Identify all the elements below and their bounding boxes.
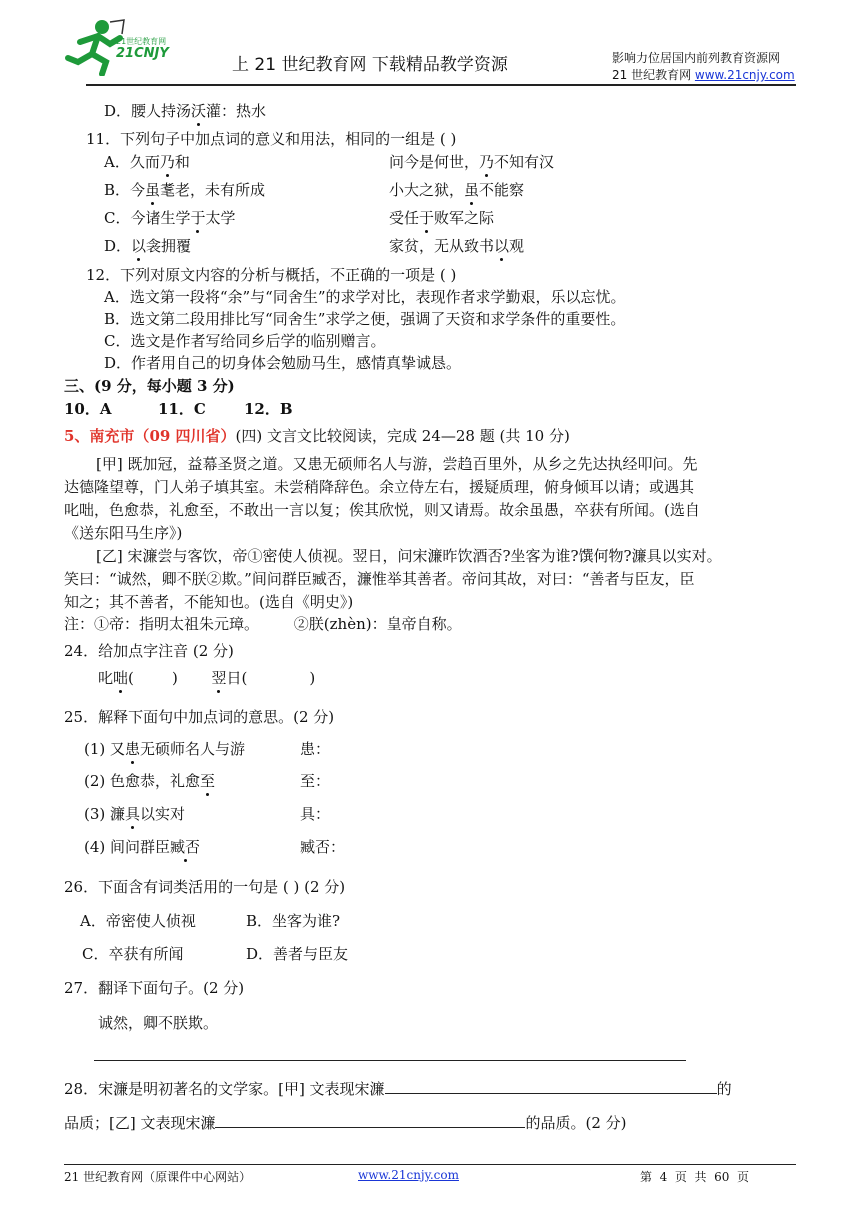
header-right-line2 (612, 66, 795, 83)
q28-blank-2[interactable] (215, 1112, 525, 1128)
footer-site-link[interactable]: www.21cnjy.com (358, 1168, 459, 1182)
q11-option-c-left: C．今诸生学于太学 (104, 209, 236, 227)
header-rule (86, 84, 796, 86)
logo-top-text: 21世纪教育网 (116, 37, 167, 46)
q25-stem: 25．解释下面句中加点词的意思。(2 分) (64, 708, 335, 726)
q25-item-1: (1) 又患无硕师名人与游 (84, 740, 246, 758)
q26-option-a[interactable]: A．帝密使人侦视 (80, 912, 196, 930)
q28-line-2: 品质；[乙] 文表现宋濂 的品质。(2 分) (64, 1114, 627, 1132)
q12-option-b: B．选文第二段用排比写“同舍生”求学之便，强调了天资和求学条件的重要性。 (104, 310, 626, 328)
q25-item-4: (4) 间问群臣臧否 (84, 838, 201, 856)
header-right-prefix: 21 世纪教育网 (612, 68, 695, 82)
section-5-heading (64, 425, 570, 446)
q12-option-d: D．作者用自己的切身体会勉励马生，感情真挚诚恳。 (104, 354, 462, 372)
q27-stem: 27．翻译下面句子。(2 分) (64, 979, 245, 997)
q11-option-c-right: 受任于败军之际 (389, 209, 495, 227)
footer-left: 21 世纪教育网（原课件中心网站） (64, 1170, 252, 1184)
footer-page-number: 第 4 页 共 60 页 (640, 1170, 750, 1184)
q11-option-a-right: 问今是何世，乃不知有汉 (389, 153, 555, 171)
q12-option-c: C．选文是作者写给同乡后学的临别赠言。 (104, 332, 386, 350)
q26-option-c[interactable]: C．卒获有所闻 (82, 945, 184, 963)
q12-option-a: A．选文第一段将“余”与“同舍生”的求学对比，表现作者求学勤艰，乐以忘忧。 (104, 288, 626, 306)
answer-12: 12．B (244, 400, 293, 418)
q25-item-2: (2) 色愈恭，礼愈至 (84, 772, 216, 790)
q11-stem: 11．下列句子中加点词的意义和用法，相同的一组是 ( ) (86, 130, 457, 148)
q28-line-1: 28．宋濂是明初著名的文学家。[甲] 文表现宋濂 的 (64, 1080, 732, 1098)
section-5-title: (四) 文言文比较阅读，完成 24—28 题 (共 10 分) (235, 427, 570, 445)
answer-10: 10．A (64, 400, 112, 418)
header-right-line1: 影响力位居国内前列教育资源网 (612, 51, 781, 65)
q24-stem: 24．给加点字注音 (2 分) (64, 642, 234, 660)
q10-option-d: D．腰人持汤沃灌：热水 (104, 102, 267, 120)
q11-option-a-left: A．久而乃和 (104, 153, 190, 171)
header-title: 上 21 世纪教育网 下载精品教学资源 (232, 55, 508, 75)
q11-option-d-right: 家贫，无从致书以观 (389, 237, 525, 255)
section-5-label: 5、南充市（09 四川省） (64, 427, 236, 445)
q11-option-b-right: 小大之狱，虽不能察 (389, 181, 525, 199)
q27-sentence: 诚然，卿不朕欺。 (98, 1014, 219, 1032)
q25-key-2[interactable]: 至： (300, 772, 331, 790)
answer-11: 11．C (158, 400, 206, 418)
q24-blank-2[interactable]: ( ) (241, 669, 316, 687)
site-logo[interactable] (62, 18, 212, 78)
answers-heading: 三、(9 分，每小题 3 分) (64, 377, 235, 395)
q28-blank-1[interactable] (385, 1078, 717, 1094)
q11-option-d-left: D．以衾拥覆 (104, 237, 192, 255)
q26-stem: 26．下面含有词类活用的一句是 ( ) (2 分) (64, 878, 346, 896)
logo-bottom-text: 21CNJY (116, 46, 169, 61)
q11-option-b-left: B．今虽耄老，未有所成 (104, 181, 266, 199)
q26-option-d[interactable]: D．善者与臣友 (246, 945, 349, 963)
annotation-note: 注：①帝：指明太祖朱元璋。 ②朕(zhèn)：皇帝自称。 (64, 615, 462, 633)
q25-item-3: (3) 濂具以实对 (84, 805, 186, 823)
q25-key-3[interactable]: 具： (300, 805, 331, 823)
q24-items: 叱咄( ) 翌日( ) (98, 669, 316, 687)
q26-option-b[interactable]: B．坐客为谁? (246, 912, 341, 930)
header-site-link[interactable]: www.21cnjy.com (694, 68, 795, 82)
q25-key-4[interactable]: 臧否： (300, 838, 346, 856)
q25-key-1[interactable]: 患： (300, 740, 331, 758)
q12-stem: 12．下列对原文内容的分析与概括，不正确的一项是 ( ) (86, 266, 457, 284)
q24-blank-1[interactable]: ( ) (128, 669, 178, 687)
footer-rule (64, 1164, 796, 1165)
q27-answer-line[interactable] (94, 1060, 686, 1061)
